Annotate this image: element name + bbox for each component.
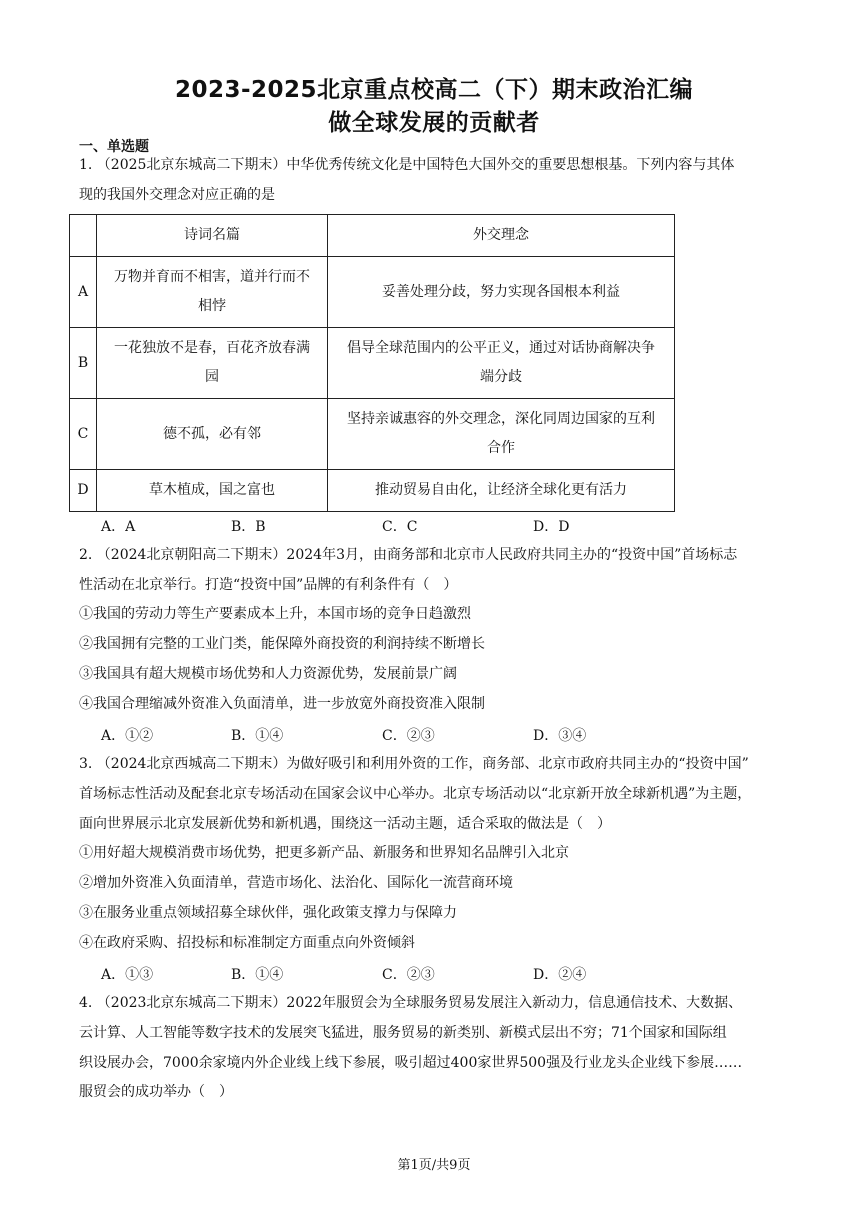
question-1-text: 1. （2025北京东城高二下期末）中华优秀传统文化是中国特色大国外交的重要思想根基。下列内容与其体: [79, 157, 735, 173]
choice-d: D．③④: [533, 728, 587, 744]
choice-b: B．①④: [231, 728, 284, 744]
idea-cell: [328, 470, 675, 512]
question-3-option-4: ④在政府采购、招投标和标准制定方面重点向外资倾斜: [79, 935, 415, 951]
row-label: C: [70, 399, 97, 470]
poem-cell: [97, 257, 328, 328]
poem-line: 万物并育而不相害，道并行而不: [114, 269, 310, 285]
poem-line: 德不孤，必有邻: [163, 425, 261, 442]
question-3-text-cont: 面向世界展示北京发展新优势和新机遇，围绕这一活动主题，适合采取的做法是（ ）: [79, 816, 611, 832]
table-header-cell: 外交理念: [328, 215, 675, 257]
table-row: [70, 399, 675, 470]
row-label: A: [70, 257, 97, 328]
idea-cell: [328, 257, 675, 328]
choice-a: A．A: [101, 519, 136, 535]
poem-cell: [97, 399, 328, 470]
idea-line: 倡导全球范围内的公平正义，通过对话协商解决争: [347, 340, 655, 356]
document-subtitle: 做全球发展的贡献者: [328, 110, 540, 136]
choice-a: A．①③: [101, 967, 154, 983]
question-2-text: 2. （2024北京朝阳高二下期末）2024年3月，由商务部和北京市人民政府共同主办的“投资中国”首场标志: [79, 547, 738, 563]
document-title: 2023-2025北京重点校高二（下）期末政治汇编: [174, 77, 694, 103]
question-3-option-3: ③在服务业重点领域招募全球伙伴，强化政策支撑力与保障力: [79, 905, 457, 921]
table-row: [70, 328, 675, 399]
section-heading: 一、单选题: [79, 139, 149, 155]
idea-line: 合作: [487, 440, 515, 456]
question-2-text-cont: 性活动在北京举行。打造“投资中国”品牌的有利条件有（ ）: [79, 577, 458, 593]
choice-a: A．①②: [101, 728, 154, 744]
poem-cell: [97, 328, 328, 399]
idea-cell: [328, 399, 675, 470]
idea-line: 推动贸易自由化，让经济全球化更有活力: [375, 482, 627, 498]
poem-line: 一花独放不是春，百花齐放春满: [114, 340, 310, 356]
question-1-text-cont: 现的我国外交理念对应正确的是: [79, 187, 275, 203]
question-4-text-cont: 服贸会的成功举办（ ）: [79, 1084, 233, 1100]
poem-cell: [97, 470, 328, 512]
question-2-option-2: ②我国拥有完整的工业门类，能保障外商投资的利润持续不断增长: [79, 636, 485, 652]
table-row: [70, 470, 675, 512]
question-4-text-cont: 织设展办会，7000余家境内外企业线上线下参展，吸引超过400家世界500强及行业龙头企业线下参展……: [79, 1055, 743, 1071]
question-2-option-4: ④我国合理缩减外资准入负面清单，进一步放宽外商投资准入限制: [79, 696, 485, 712]
question-4-text: 4. （2023北京东城高二下期末）2022年服贸会为全球服务贸易发展注入新动力，信息通信技术、大数据、: [79, 995, 743, 1011]
choice-c: C．C: [382, 519, 418, 535]
row-label: B: [70, 328, 97, 399]
choice-c: C．②③: [382, 967, 435, 983]
idea-line: 妥善处理分歧，努力实现各国根本利益: [382, 283, 620, 300]
question-3-option-1: ①用好超大规模消费市场优势，把更多新产品、新服务和世界知名品牌引入北京: [79, 845, 569, 861]
poem-line: 草木植成，国之富也: [149, 482, 275, 498]
question-2-option-3: ③我国具有超大规模市场优势和人力资源优势，发展前景广阔: [79, 666, 457, 682]
question-2-option-1: ①我国的劳动力等生产要素成本上升，本国市场的竞争日趋激烈: [79, 606, 471, 622]
row-label: D: [70, 470, 97, 512]
table-row: [70, 257, 675, 328]
question-3-text: 3. （2024北京西城高二下期末）为做好吸引和利用外资的工作，商务部、北京市政府共同主办的“投资中国”: [79, 756, 749, 772]
poem-line: 园: [205, 369, 219, 385]
page-number: 第1页/共9页: [397, 1158, 471, 1173]
question-1-table: [69, 214, 675, 512]
table-header-cell: 诗词名篇: [97, 215, 328, 257]
choice-d: D．②④: [533, 967, 587, 983]
question-3-option-2: ②增加外资准入负面清单，营造市场化、法治化、国际化一流营商环境: [79, 875, 513, 891]
poem-line: 相悖: [198, 298, 226, 314]
idea-cell: [328, 328, 675, 399]
idea-line: 端分歧: [480, 369, 522, 385]
question-3-text-cont: 首场标志性活动及配套北京专场活动在国家会议中心举办。北京专场活动以“北京新开放全球新机遇”为主题，: [79, 786, 752, 802]
question-4-text-cont: 云计算、人工智能等数字技术的发展突飞猛进，服务贸易的新类别、新模式层出不穷；71个国家和国际组: [79, 1025, 727, 1041]
choice-b: B．①④: [231, 967, 284, 983]
table-header-cell: [70, 215, 97, 257]
table-header-row: [70, 215, 675, 257]
choice-c: C．②③: [382, 728, 435, 744]
choice-b: B．B: [231, 519, 266, 535]
choice-d: D．D: [533, 519, 570, 535]
idea-line: 坚持亲诚惠容的外交理念，深化同周边国家的互利: [347, 411, 655, 427]
